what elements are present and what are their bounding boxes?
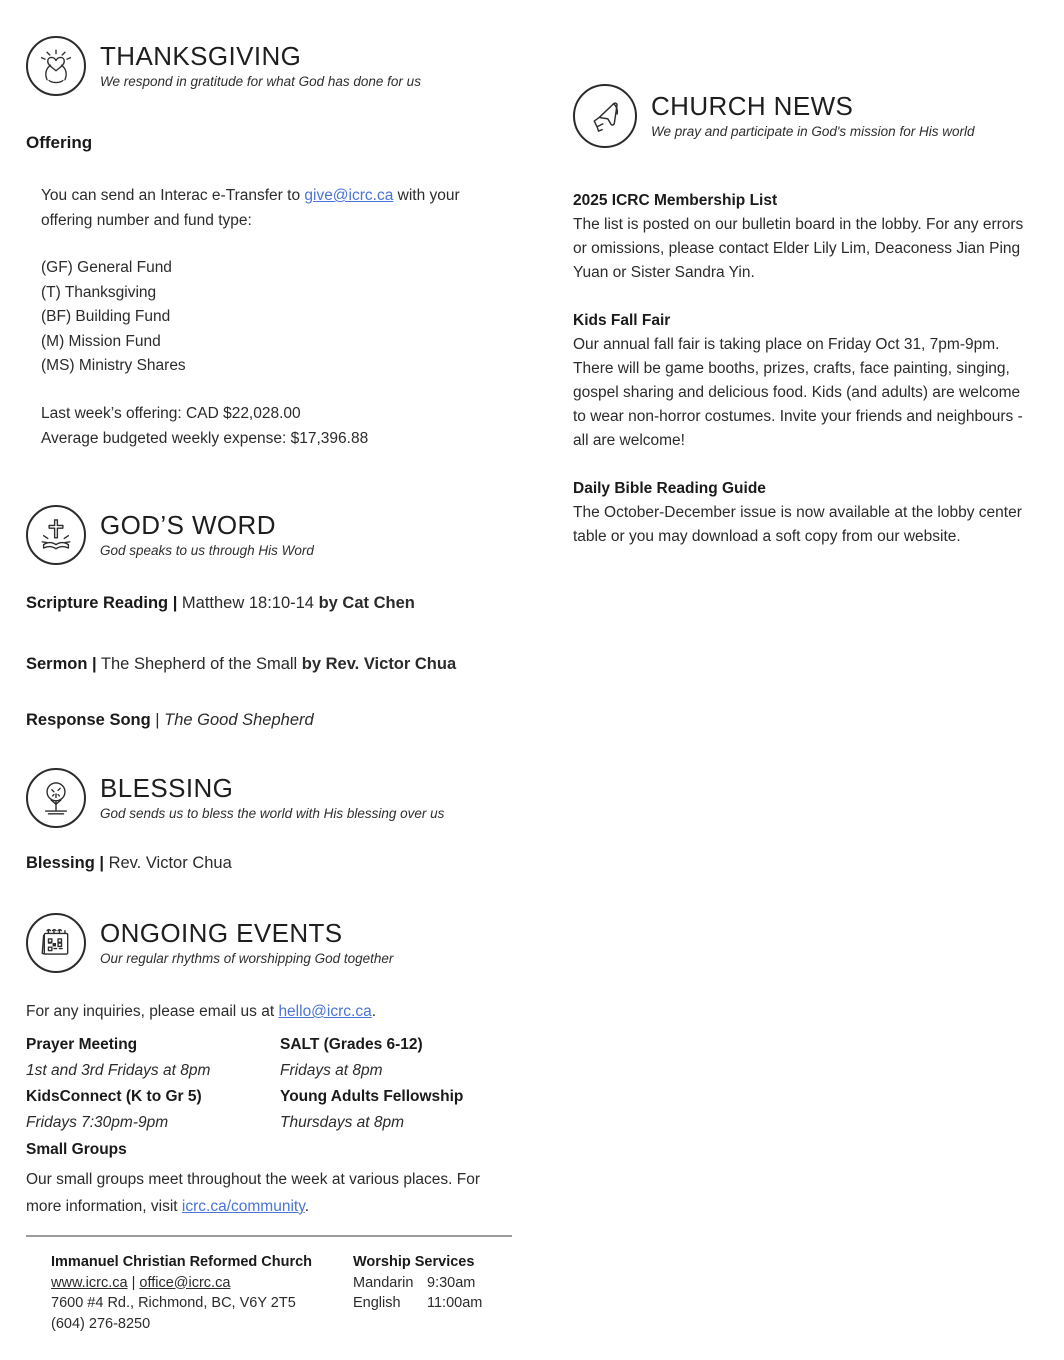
church-news-tagline: We pray and participate in God's mission for His world [651,123,975,139]
event-name: Prayer Meeting [26,1036,138,1053]
offering-heading: Offering [26,133,93,152]
fund-item: (BF) Building Fund [41,308,171,325]
footer-divider [26,1235,512,1237]
news-item-heading: 2025 ICRC Membership List [573,192,778,209]
sermon-label: Sermon | [26,655,97,673]
ongoing-events-title: ONGOING EVENTS [100,918,343,949]
tree-icon [26,768,86,828]
give-email-link[interactable]: give@icrc.ca [304,187,394,204]
offering-intro-pre: You can send an Interac e-Transfer to [41,187,305,204]
news-item-body: The October-December issue is now available at the lobby center table or you may download a soft copy from our website. [573,504,1022,545]
last-week-offering: Last week’s offering: CAD $22,028.00 [41,405,301,422]
thanksgiving-title: THANKSGIVING [100,41,302,72]
fund-list [26,256,527,379]
gods-word-tagline: God speaks to us through His Word [100,542,314,558]
events-grid [26,1032,512,1136]
sermon-by: by Rev. Victor Chua [301,655,457,673]
event-time: 1st and 3rd Fridays at 8pm [26,1062,211,1079]
church-phone: (604) 276-8250 [51,1315,151,1332]
scripture-reading-line [26,594,512,613]
blessing-tagline: God sends us to bless the world with His blessing over us [100,805,445,821]
thanksgiving-section-header [26,36,512,96]
avg-weekly-expense: Average budgeted weekly expense: $17,396.88 [41,429,369,447]
small-groups-post: . [304,1198,310,1215]
church-news-items [573,189,1043,573]
news-item [573,309,1035,453]
hello-email-link[interactable]: hello@icrc.ca [278,1003,372,1020]
news-item-heading: Daily Bible Reading Guide [573,480,766,497]
news-item-body: Our annual fall fair is taking place on Friday Oct 31, 7pm-9pm. There will be game booths, prizes, crafts, face painting, singing, gospel sharing and delicious food. Kids (and adults) are welcome to wear non-horror costumes. Invite your friends and neighbours - all are welcome! [573,336,1023,449]
cross-book-icon [26,505,86,565]
event-name: SALT (Grades 6-12) [280,1036,423,1053]
footer-church-info [51,1252,312,1334]
service-time: 9:30am [427,1274,476,1291]
sermon-text: The Shepherd of the Small [96,655,302,673]
gods-word-title: GOD’S WORD [100,510,276,541]
blessing-label: Blessing | [26,854,104,872]
blessing-name: Rev. Victor Chua [103,854,232,872]
offering-stats [26,402,527,451]
fund-item: (M) Mission Fund [41,332,161,350]
blessing-line [26,854,512,873]
megaphone-icon [573,84,637,148]
fund-item: (T) Thanksgiving [41,283,157,301]
news-item [573,189,1035,285]
gods-word-section-header [26,505,512,565]
thanksgiving-tagline: We respond in gratitude for what God has done for us [100,73,421,89]
church-address: 7600 #4 Rd., Richmond, BC, V6Y 2T5 [51,1295,296,1311]
blessing-section-header [26,768,512,828]
offering-intro [26,184,491,233]
worship-service-row [353,1293,482,1314]
blessing-title: BLESSING [100,773,234,804]
service-time: 11:00am [427,1295,483,1311]
small-groups-text [26,1166,512,1220]
small-groups-pre: Our small groups meet throughout the week at various places. For more information, visit [26,1171,481,1215]
scripture-by: by Cat Chen [318,594,415,612]
response-song-separator: | [150,711,165,729]
church-contacts [51,1273,312,1294]
response-song-label: Response Song [26,711,151,729]
scripture-label: Scripture Reading | [26,594,178,612]
fund-item: (MS) Ministry Shares [41,357,186,374]
response-song-title: The Good Shepherd [164,711,314,729]
church-name: Immanuel Christian Reformed Church [51,1254,313,1270]
event-time: Thursdays at 8pm [280,1114,405,1131]
service-language: Mandarin [353,1274,414,1291]
service-language: English [353,1295,401,1311]
offering-intro-post: with your offering number and fund type: [41,187,460,229]
sermon-line [26,655,512,674]
small-groups-heading: Small Groups [26,1141,127,1158]
office-email-link[interactable]: office@icrc.ca [139,1274,231,1291]
footer-worship-services [353,1252,482,1314]
worship-service-row [353,1273,482,1294]
website-link[interactable]: www.icrc.ca [51,1274,128,1291]
event-time: Fridays at 8pm [280,1062,383,1079]
fund-item: (GF) General Fund [41,259,172,276]
ongoing-events-section-header [26,913,512,973]
calendar-icon [26,913,86,973]
ongoing-events-tagline: Our regular rhythms of worshipping God together [100,950,394,966]
event-name: Young Adults Fellowship [280,1088,464,1105]
news-item [573,477,1035,549]
event-name: KidsConnect (K to Gr 5) [26,1088,202,1105]
inquiries-post: . [371,1003,377,1020]
church-news-section-header [573,84,1043,148]
inquiries-pre: For any inquiries, please email us at [26,1003,279,1020]
worship-services-heading: Worship Services [353,1254,475,1270]
event-time: Fridays 7:30pm-9pm [26,1114,169,1131]
response-song-line [26,711,512,730]
church-news-title: CHURCH NEWS [651,91,854,122]
news-item-heading: Kids Fall Fair [573,312,671,329]
contact-separator: | [127,1274,140,1291]
hands-heart-icon [26,36,86,96]
community-link[interactable]: icrc.ca/community [181,1198,305,1215]
scripture-text: Matthew 18:10-14 [177,594,319,612]
news-item-body: The list is posted on our bulletin board in the lobby. For any errors or omissions, please contact Elder Lily Lim, Deaconess Jian Ping Yuan or Sister Sandra Yin. [573,216,1024,281]
inquiries-line [26,1000,512,1025]
